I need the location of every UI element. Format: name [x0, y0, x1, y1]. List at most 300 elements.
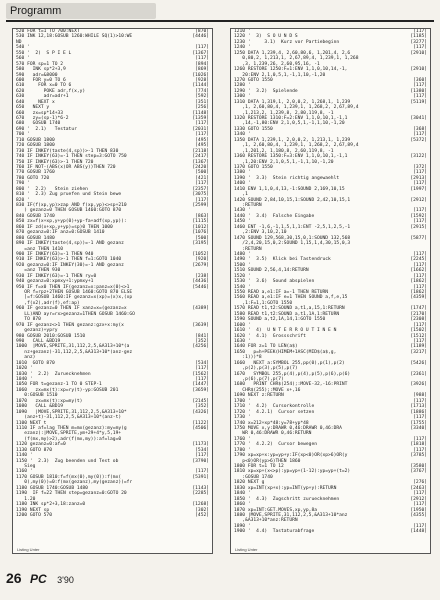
code-text: 900 IF INKEY(63)=-1 THEN 940 [16, 251, 94, 257]
code-text: ,1 [234, 192, 248, 198]
checksum: [869] [195, 67, 209, 73]
checksum: [1268] [192, 502, 209, 508]
code-text: nz+gezanz)-31,112,2,5,&A313+10*(anz-gez [16, 349, 133, 355]
checksum: [302] [195, 507, 209, 513]
code-text: 1740 x=212+xp*48:y=78+yp*48 [234, 420, 309, 426]
code-text: (anz+t)-31,112,2,5,&A313+10*(anz-t) [16, 415, 122, 421]
checksum: [4256] [192, 344, 209, 350]
checksum: [117] [413, 251, 427, 257]
code-text: 1590 SOUND a,t2,1A,14,1:GOTO 1550 [234, 317, 326, 323]
code-text: 1610 ' 4) U N T E R R O U T I N E N [234, 328, 337, 334]
code-text: 770 GOSUB 1760 [16, 170, 55, 176]
code-text: 630 adr=adr+1 [16, 94, 69, 100]
checksum: [117] [195, 377, 209, 382]
checksum: [117] [195, 453, 209, 459]
checksum: [2912] [410, 197, 427, 203]
checksum: [1189] [410, 344, 427, 350]
checksum: [2417] [192, 154, 209, 160]
code-text: 1090 |MOVE,SPRITE,31,112,2,5,&A313+10* [16, 409, 127, 415]
checksum: [774] [195, 88, 209, 94]
code-text: 1900 ' 4.4) Tastaturabfrage [234, 529, 315, 535]
checksum: [1662] [410, 268, 427, 274]
code-text: 1030 ' 2.2) Zuruecknehmen [16, 371, 91, 377]
code-text: 860 IF zd(x+xp,y+yp)=sp)0 THEN 1000 [16, 224, 113, 230]
checksum: [360] [413, 77, 427, 83]
code-text: 1840 ' [234, 491, 251, 497]
code-text: 1210 ' [234, 29, 251, 34]
code-text: 1300 ' [234, 94, 251, 100]
listing-column-left [12, 28, 213, 554]
code-text: ,1,213,2, 1,239,8, 2,80,119,8, -1 [234, 110, 334, 116]
checksum: [117] [413, 398, 427, 404]
code-text: 1280 ' [234, 83, 251, 89]
checksum: [2912] [410, 496, 427, 502]
checksum: [4389] [192, 306, 209, 312]
code-text: 1140 ' [16, 453, 33, 459]
code-text: 1700 ' [234, 398, 251, 404]
page-header [0, 0, 440, 22]
code-text: 1220 ' 3) S O U N D S [234, 34, 298, 40]
checksum: [841] [195, 333, 209, 339]
checksum: [117] [195, 197, 209, 203]
code-text: p<0)OR(yp>6)THEN 1860 [234, 458, 301, 464]
checksum: [1185] [410, 34, 427, 40]
code-text: 930 IF INKEY(63)=-1 THEN ry=0 [16, 273, 97, 279]
checksum: [117] [413, 322, 427, 328]
code-text: ,3, 1,239,26, 2,60,95,16, -1 [234, 61, 320, 67]
checksum: [117] [195, 132, 209, 138]
checksum: [1076] [192, 230, 209, 236]
code-text: 550 ' 2) S P I E L [16, 50, 72, 56]
code-text: 1400 ' [234, 181, 251, 187]
code-text: ,1:F=1,1:GOTO 1550 [234, 300, 293, 306]
checksum: [117] [413, 447, 427, 453]
code-text: 580 INK sp*2+3,9 [16, 67, 66, 73]
checksum: [1447] [192, 382, 209, 388]
code-text: 1100 NEXT t [16, 420, 47, 426]
code-line [13, 513, 212, 518]
code-text: 1640 FOR z=1 TO LEN(a$) [234, 344, 298, 350]
code-text: 1500 ' [234, 262, 251, 268]
code-text: 1460 ENT -1,6,-1,1,5,1,1:ENT -2,5,1,2,5,-1 [234, 224, 351, 230]
code-text: 1020 ' [16, 366, 33, 372]
code-text: 1430 ' [234, 208, 251, 214]
checksum: [117] [195, 469, 209, 475]
code-text: (f(mx,my)>2),adr(f(mx,my)):af=lag=0 [16, 436, 122, 442]
checksum: [2145] [192, 398, 209, 404]
checksum: [3075] [192, 192, 209, 198]
code-text: OR f=rpz+2THEN GOSUB 1460:GOTO 870 ELSE [16, 290, 133, 295]
checksum: [1997] [410, 186, 427, 192]
code-text: 1730 ' [234, 415, 251, 421]
code-text: 1810 xp=xp+(x<>p):yp=yp+(1-12):yp=yp+(t=2) [234, 469, 351, 475]
checksum: [117] [413, 132, 427, 138]
code-text: 1490 ' 3.5) Klick bei Tastendruck [234, 257, 331, 263]
checksum: [368] [413, 126, 427, 132]
code-text: 600 FOR y=0 TO 6 [16, 77, 66, 83]
code-text: 1540 ' [234, 284, 251, 290]
checksum: [2420] [192, 164, 209, 170]
checksum: [1122] [192, 420, 209, 426]
code-text: :1)))*8 [234, 355, 262, 361]
code-text: 0:GOSUB 1510 [16, 393, 58, 399]
code-text: 540 ' [16, 45, 30, 51]
code-text: 1410 ENV 1,1,0,4,13,-1:SOUND 2,169,10,15 [234, 186, 345, 192]
checksum: [2913] [410, 175, 427, 181]
code-text: 1360 RESTORE 1350:F=3:ENV 1,1,0,10,1,-1,1 [234, 154, 348, 160]
code-text: 1110 IF af=lag THEN m=mx(gezanz):my=my(g [16, 425, 127, 431]
code-text: ,1,20:ENV 2,1,0,5,1,-1,1,10,-1,20 [234, 159, 334, 165]
checksum: [1026] [192, 72, 209, 78]
code-text: 1190 NEXT sp [16, 507, 50, 513]
code-text: 640 NEXT x [16, 99, 55, 105]
code-text: 0,80,2, 1,213,1, 2,67,89,4, 1,239,1, 1,268 [234, 56, 359, 62]
code-text: 870 gezanz=0:IF anz=0:GOSUB 1410 [16, 230, 105, 236]
checksum: [500] [195, 235, 209, 241]
magazine-logo: PC [30, 572, 47, 586]
checksum: [117] [413, 170, 427, 176]
code-text: 660 zx=sp*14+33 [16, 110, 64, 116]
checksum: [4355] [410, 512, 427, 518]
checksum: [2285] [192, 491, 209, 497]
checksum: [1359] [192, 116, 209, 121]
code-text: 650 NEXT y [16, 105, 50, 111]
checksum: [2463] [410, 485, 427, 491]
checksum: [117] [413, 181, 427, 187]
code-text: 690 ' 2.1) Testatur [16, 126, 77, 132]
checksum: [870] [195, 29, 209, 34]
checksum: [351] [195, 99, 209, 105]
checksum: [500] [195, 170, 209, 176]
checksum: [117] [195, 121, 209, 127]
code-text: 680 GOSUB 1740 [16, 121, 61, 127]
code-text: ,&A313+10*anz:RETURN [234, 518, 298, 524]
code-text: WR 0,46:DRAWR 0,46:RETURN [234, 431, 312, 437]
code-text: 1180 GOSUB 1740:GOSUB 1480 [16, 485, 88, 491]
checksum: [1012] [192, 224, 209, 230]
checksum: [117] [413, 436, 427, 442]
checksum: [117] [413, 83, 427, 89]
code-text: 1870 xp=INT:GET.MOVES,xp,yp,8a [234, 507, 317, 513]
checksum: [117] [413, 29, 427, 34]
code-text: 1010 GOTO 870 [16, 360, 55, 366]
code-text: ]=f:GOSUB 1460:IF gezanz=x(xp)=(x)x,(xp [16, 295, 133, 301]
code-text: 960 IF gezanz=0 THEN IF xanz=x=(gezanz=x [16, 306, 127, 312]
checksum: [495] [195, 143, 209, 149]
checksum: [352] [195, 404, 209, 410]
code-text: 1000 |MOVE,SPRITE,31,112,2,5,&A313+10*(a [16, 344, 130, 350]
code-text: 560 ' [16, 56, 30, 62]
checksum: [592] [195, 94, 209, 100]
checksum: [1367] [192, 159, 209, 165]
checksum: [3639] [192, 322, 209, 328]
code-text: 1770 ' 4.2.2) Cursor bewegen [234, 442, 317, 448]
code-text: 1660 NEXT a:SYMBOL 255,pp(0),p(1),p(2) [234, 360, 345, 366]
checksum: [2031] [192, 126, 209, 132]
code-text: 1250 DATA 1,239,4, 2,60,80,6, 1,201,4, 2,6 [234, 50, 351, 56]
checksum: [534] [195, 447, 209, 453]
page-footer [6, 570, 74, 592]
code-text: 710 GOSUB 1800 [16, 137, 55, 143]
checksum: [1512] [410, 333, 427, 339]
checksum: [4326] [192, 409, 209, 415]
checksum: [5391] [192, 474, 209, 480]
code-text: :RETURN [234, 203, 262, 208]
code-text: 1330 GOTO 1550 [234, 126, 273, 132]
code-text: 520 FOR t=1 TO 700:NEXT [16, 29, 80, 34]
code-text: 20:ENV 2,1,0,5,1,-1,1,10,-1,20 [234, 72, 326, 78]
checksum: [1747] [410, 306, 427, 312]
checksum: [1950] [410, 507, 427, 513]
checksum: [5877] [410, 235, 427, 241]
code-text: gezanz)+ypry [16, 328, 58, 334]
code-text: 610 FOR x=0 TO 6 [16, 83, 72, 89]
listing-caption-left: Listing Unter [17, 547, 40, 552]
checksum: [4446] [192, 34, 209, 40]
listing-lines-right [231, 29, 430, 535]
checksum: [2910] [410, 50, 427, 56]
code-text: ,1, 2,60,80,4, 1,239,1, 1,268,2, 2,67,89,4 [234, 143, 359, 149]
checksum: [1148] [192, 110, 209, 116]
code-text: 780 GOTO 720 [16, 175, 50, 181]
code-text: 530 INK 12,18:GOSUB 1260:WHILE SQ(1)>10:WE [16, 34, 133, 40]
code-text: 800 ' 2.2) Stein ziehen [16, 186, 88, 192]
code-text: TO 870 [16, 317, 41, 323]
checksum: [2915] [410, 224, 427, 230]
code-text: 1560 READ a,e1:IF e=1 THEN SOUND a,f,e,15 [234, 295, 348, 301]
code-text: ,1,201,2, 1,180,8, 2,60,119,8, -1 [234, 148, 334, 154]
code-text: 1320 RESTORE 1310:F=2:ENV 1,1,0,10,1,-1,1 [234, 116, 348, 121]
checksum: [5119] [410, 99, 427, 105]
code-text: 1720 ' 4.2.1) Cursor setzen [234, 409, 315, 415]
checksum: [1818] [410, 442, 427, 448]
code-text: 750 IF INKEY(63)>-1 THEN 720 [16, 159, 94, 165]
code-text: 1080 CALL &BD19 [16, 404, 64, 410]
code-text: 1510 SOUND 2,56,4,14:RETURN [234, 268, 309, 274]
code-text: 990 CALL &BD19 [16, 338, 61, 344]
code-text: ,2:ENV 3,10,2,10 [234, 230, 287, 236]
checksum: [5372] [410, 137, 427, 143]
code-text: 950 IF f=x0 THEN IF(gezanz=x:panz=x(0)<>1 [16, 284, 130, 290]
checksum: [117] [413, 491, 427, 497]
checksum: [3277] [410, 39, 427, 45]
checksum: [2599] [192, 203, 209, 208]
code-text: 1480 ' [234, 251, 251, 257]
code-text: 890 IF INKEY(taste(4,sp))=-1 AND gezanz [16, 241, 124, 247]
code-text: ,p(6),p(7),p(7) [234, 377, 284, 382]
code-text: 620 POKE adr,f(x,y) [16, 88, 86, 94]
checksum: [3785] [410, 453, 427, 459]
code-text: 730 IF INKEY(taste(4,sp))>-1 THEN 830 [16, 148, 119, 154]
code-text: ) gezanz=0 THEN GOSUB 1460:GOTO 870 [16, 208, 122, 214]
code-text: 1670 SYMBOL 255,p(4),p(4),p(5),p(6),p(6) [234, 371, 351, 377]
checksum: [117] [195, 366, 209, 372]
checksum: [1755] [410, 420, 427, 426]
code-text: 1520 ' [234, 273, 251, 279]
code-text: 810 ' 2.3) Zug pruefen und Stein bewe [16, 192, 122, 198]
checksum: [534] [195, 360, 209, 366]
checksum: [1052] [192, 251, 209, 257]
checksum: [117] [195, 56, 209, 62]
code-text: 1570 READ t1,t2:SOUND a,t1,a,15,1:RETURN [234, 306, 345, 312]
checksum: [117] [413, 502, 427, 508]
checksum: [352] [195, 338, 209, 344]
code-text: 1040 ' [16, 377, 33, 382]
code-text: 1390 ' 3.3) Stein richtig angewaehlt [234, 175, 340, 181]
checksum: [117] [413, 338, 427, 344]
code-text: 980 GOSUB 2010:GOSUB 1510 [16, 333, 86, 339]
checksum: [5426] [410, 360, 427, 366]
code-text: 1820 NEXT g [234, 480, 265, 486]
code-text: 820 ' [16, 197, 30, 203]
checksum: [117] [413, 45, 427, 51]
code-text: 840 GOSUB 1740 [16, 213, 55, 219]
code-text: 1800 FOR t=1 TO 12 [234, 464, 284, 469]
code-text: 1710 ' 4.2) Cursorkontrolle [234, 404, 315, 410]
code-text: 1270 GOTO 1550 [234, 77, 273, 83]
listing-column-right [230, 28, 431, 554]
checksum: [256] [195, 105, 209, 111]
checksum: [863] [195, 213, 209, 219]
checksum: [1862] [410, 279, 427, 285]
code-text: 1170 GOSUB 1810:f=f(mx(0),my(0)):f(mx( [16, 474, 122, 480]
listing-lines-left [13, 29, 212, 518]
code-text: 1830 xp=INT(xp+x):yp=INT(yp+y):RETURN [234, 485, 337, 491]
code-text: 1680 PRINT CHR$(254);:MOVE-32,-16:PRINT [234, 382, 348, 388]
checksum: [894] [195, 61, 209, 67]
code-text: 1850 ' 4.3) Zugschritt zuruecknehmen [234, 496, 340, 502]
code-text: 850 zx=f(x+xp,y+yp(0)+yp-fa+adf(xp,yp)): [16, 219, 127, 225]
code-text: =anz THEN 1410 [16, 246, 64, 252]
code-text: 1530 ' 3.6) Sound abspielen [234, 279, 315, 285]
code-text: 760 IF NOT-(ABS(x)OR ABS(y))THEN 720 [16, 164, 116, 170]
code-text: 1760 ' [234, 436, 251, 442]
code-text: 1690 NEXT z:RETURN [234, 393, 284, 399]
code-text: CHR$(255);:MOVE x+,16 [234, 387, 301, 393]
checksum: [2361] [410, 371, 427, 377]
code-text: 1580 READ t1,t2:SOUND a,t1,1A,1:RETURN [234, 311, 340, 317]
header-rule [6, 20, 434, 22]
code-text: ,f(x2),adr(f),ef:ap) [16, 300, 80, 306]
checksum: [1143] [192, 485, 209, 491]
checksum: [2357] [192, 186, 209, 192]
code-text: 910 IF INKEY(63)>-1 THEN f=1:GOTO 1040 [16, 257, 122, 263]
code-text: 1150 ' 2.3) Zug beenden und Test ob [16, 458, 119, 464]
code-text: 670 zy=(sp-1)*6-2 [16, 116, 69, 121]
code-text: anz) [16, 355, 36, 361]
code-text: 1050 FOR t=gezanz-1 TO 0 STEP-1 [16, 382, 102, 388]
checksum: [2910] [410, 67, 427, 73]
code-text: 830 IF(f(xp,yp)>zap AND f(xp,yp)<>sp+210 [16, 203, 127, 208]
code-text: 1600 ' [234, 322, 251, 328]
code-text: 1200 GOTO 570 [16, 512, 52, 518]
page-number: 26 [6, 570, 22, 586]
code-line [231, 529, 430, 534]
checksum: [4436] [192, 279, 209, 285]
checksum: [928] [195, 77, 209, 83]
checksum: [1502] [410, 328, 427, 334]
checksum: [1592] [410, 213, 427, 219]
checksum: [1173] [192, 442, 209, 448]
code-text: Sieg [16, 464, 36, 469]
code-text: 1260 RESTORE 1250:F=1:ENV 1,1,0,10,14,-1, [234, 67, 348, 73]
checksum: [2170] [410, 311, 427, 317]
checksum: [1115] [192, 219, 209, 225]
checksum: [117] [413, 219, 427, 225]
checksum: [2308] [410, 317, 427, 323]
checksum: [117] [413, 415, 427, 421]
code-text: ND [16, 39, 22, 45]
code-text: =anz THEN 930 [16, 268, 61, 274]
code-text: 1370 GOTO 1550 [234, 164, 273, 170]
checksum: [117] [195, 45, 209, 51]
checksum: [452] [195, 512, 209, 518]
checksum: [117] [413, 523, 427, 529]
checksum: [276] [413, 480, 427, 486]
code-text: 1310 DATA 1,319,1, 2,0,0,2, 1,268,1, 1,239 [234, 99, 351, 105]
checksum: [3767] [410, 469, 427, 475]
checksum: [495] [195, 137, 209, 143]
checksum: [5446] [192, 284, 209, 290]
code-text: 570 FOR sp=1 TO 2 [16, 61, 64, 67]
checksum: [3580] [410, 464, 427, 469]
checksum: [3041] [410, 116, 427, 121]
code-text: 1440 ' 3.4) Falsche Eingabe [234, 213, 315, 219]
checksum: [3659] [192, 387, 209, 393]
code-text: 970 IF gezanz<>1 THEN gezanz:gzx+x:my(x [16, 322, 124, 328]
code-text: ,14,-1,80:ENV 2,1,0,5,1,-1,1,10,-1,20 [234, 121, 345, 127]
code-text: 590 adr=&8000 [16, 72, 58, 78]
code-text: 1780 ' [234, 447, 251, 453]
code-text: 740 IF INKEY(63)=-1 THEN step=3:GOTO 750 [16, 154, 127, 160]
checksum: [4506] [192, 425, 209, 431]
code-text: 1.20 [16, 496, 36, 502]
code-text: :GOSUB 1740 [234, 474, 273, 480]
checksum: [1367] [192, 50, 209, 56]
code-text: 1350 DATA 1,239,1, 2,0,0,2, 1,213,1, 1,239 [234, 137, 351, 143]
checksum: [1713] [410, 404, 427, 410]
code-text: 1070 zx=mx(t):xp=my(t) [16, 398, 83, 404]
checksum: [3122] [410, 154, 427, 160]
code-text: 1060 zx=mx(t):xp=ry(t)-yp:GOSUB 201 [16, 387, 119, 393]
checksum: [117] [195, 181, 209, 187]
section-title: Programm [6, 3, 156, 19]
checksum: [1862] [410, 290, 427, 295]
checksum: [117] [413, 208, 427, 214]
listing-caption-right: Listing Unter [235, 547, 258, 552]
code-text: 1230 ' 3.1) Kurz vor Partiebeginn [234, 39, 340, 45]
checksum: [988] [413, 393, 427, 399]
checksum: [117] [413, 262, 427, 268]
code-text: 1880 |MOVE,SPRITE,31,112,2,5,&A313+10*anz [234, 512, 348, 518]
checksum: [1380] [410, 88, 427, 94]
checksum: [2118] [192, 148, 209, 154]
checksum: [920] [195, 257, 209, 263]
code-text: :RETURN [234, 246, 262, 252]
code-text: 1650 p=h+PEEK(HIMEM+1ASC(MID$(a$,g, [234, 349, 337, 355]
code-text: 1190 IF f=22 THEN step=gezanz=0:GOTO 20 [16, 491, 127, 497]
code-text: 1550 READ a,e1:IF a=-1 THEN RETURN [234, 290, 329, 295]
checksum: [2245] [410, 257, 427, 263]
code-text: 1380 ' [234, 170, 251, 176]
checksum: [2679] [192, 262, 209, 268]
code-text: ,p(2),p(3),p(5),p(7) [234, 366, 298, 372]
code-text: 1470 SOUND 129,568,30,15,0,1:SOUND 132,568 [234, 235, 351, 241]
code-text: ,1, 2,60,80,4, 1,239,1, 1,268,2, 2,67,89,4 [234, 105, 359, 111]
checksum: [3340] [410, 425, 427, 431]
code-text: /2,4,20,15,0,2:SOUND 1,15,1,4,30,15,0,3 [234, 241, 351, 247]
code-text: 1130 GOTO 870 [16, 447, 52, 453]
